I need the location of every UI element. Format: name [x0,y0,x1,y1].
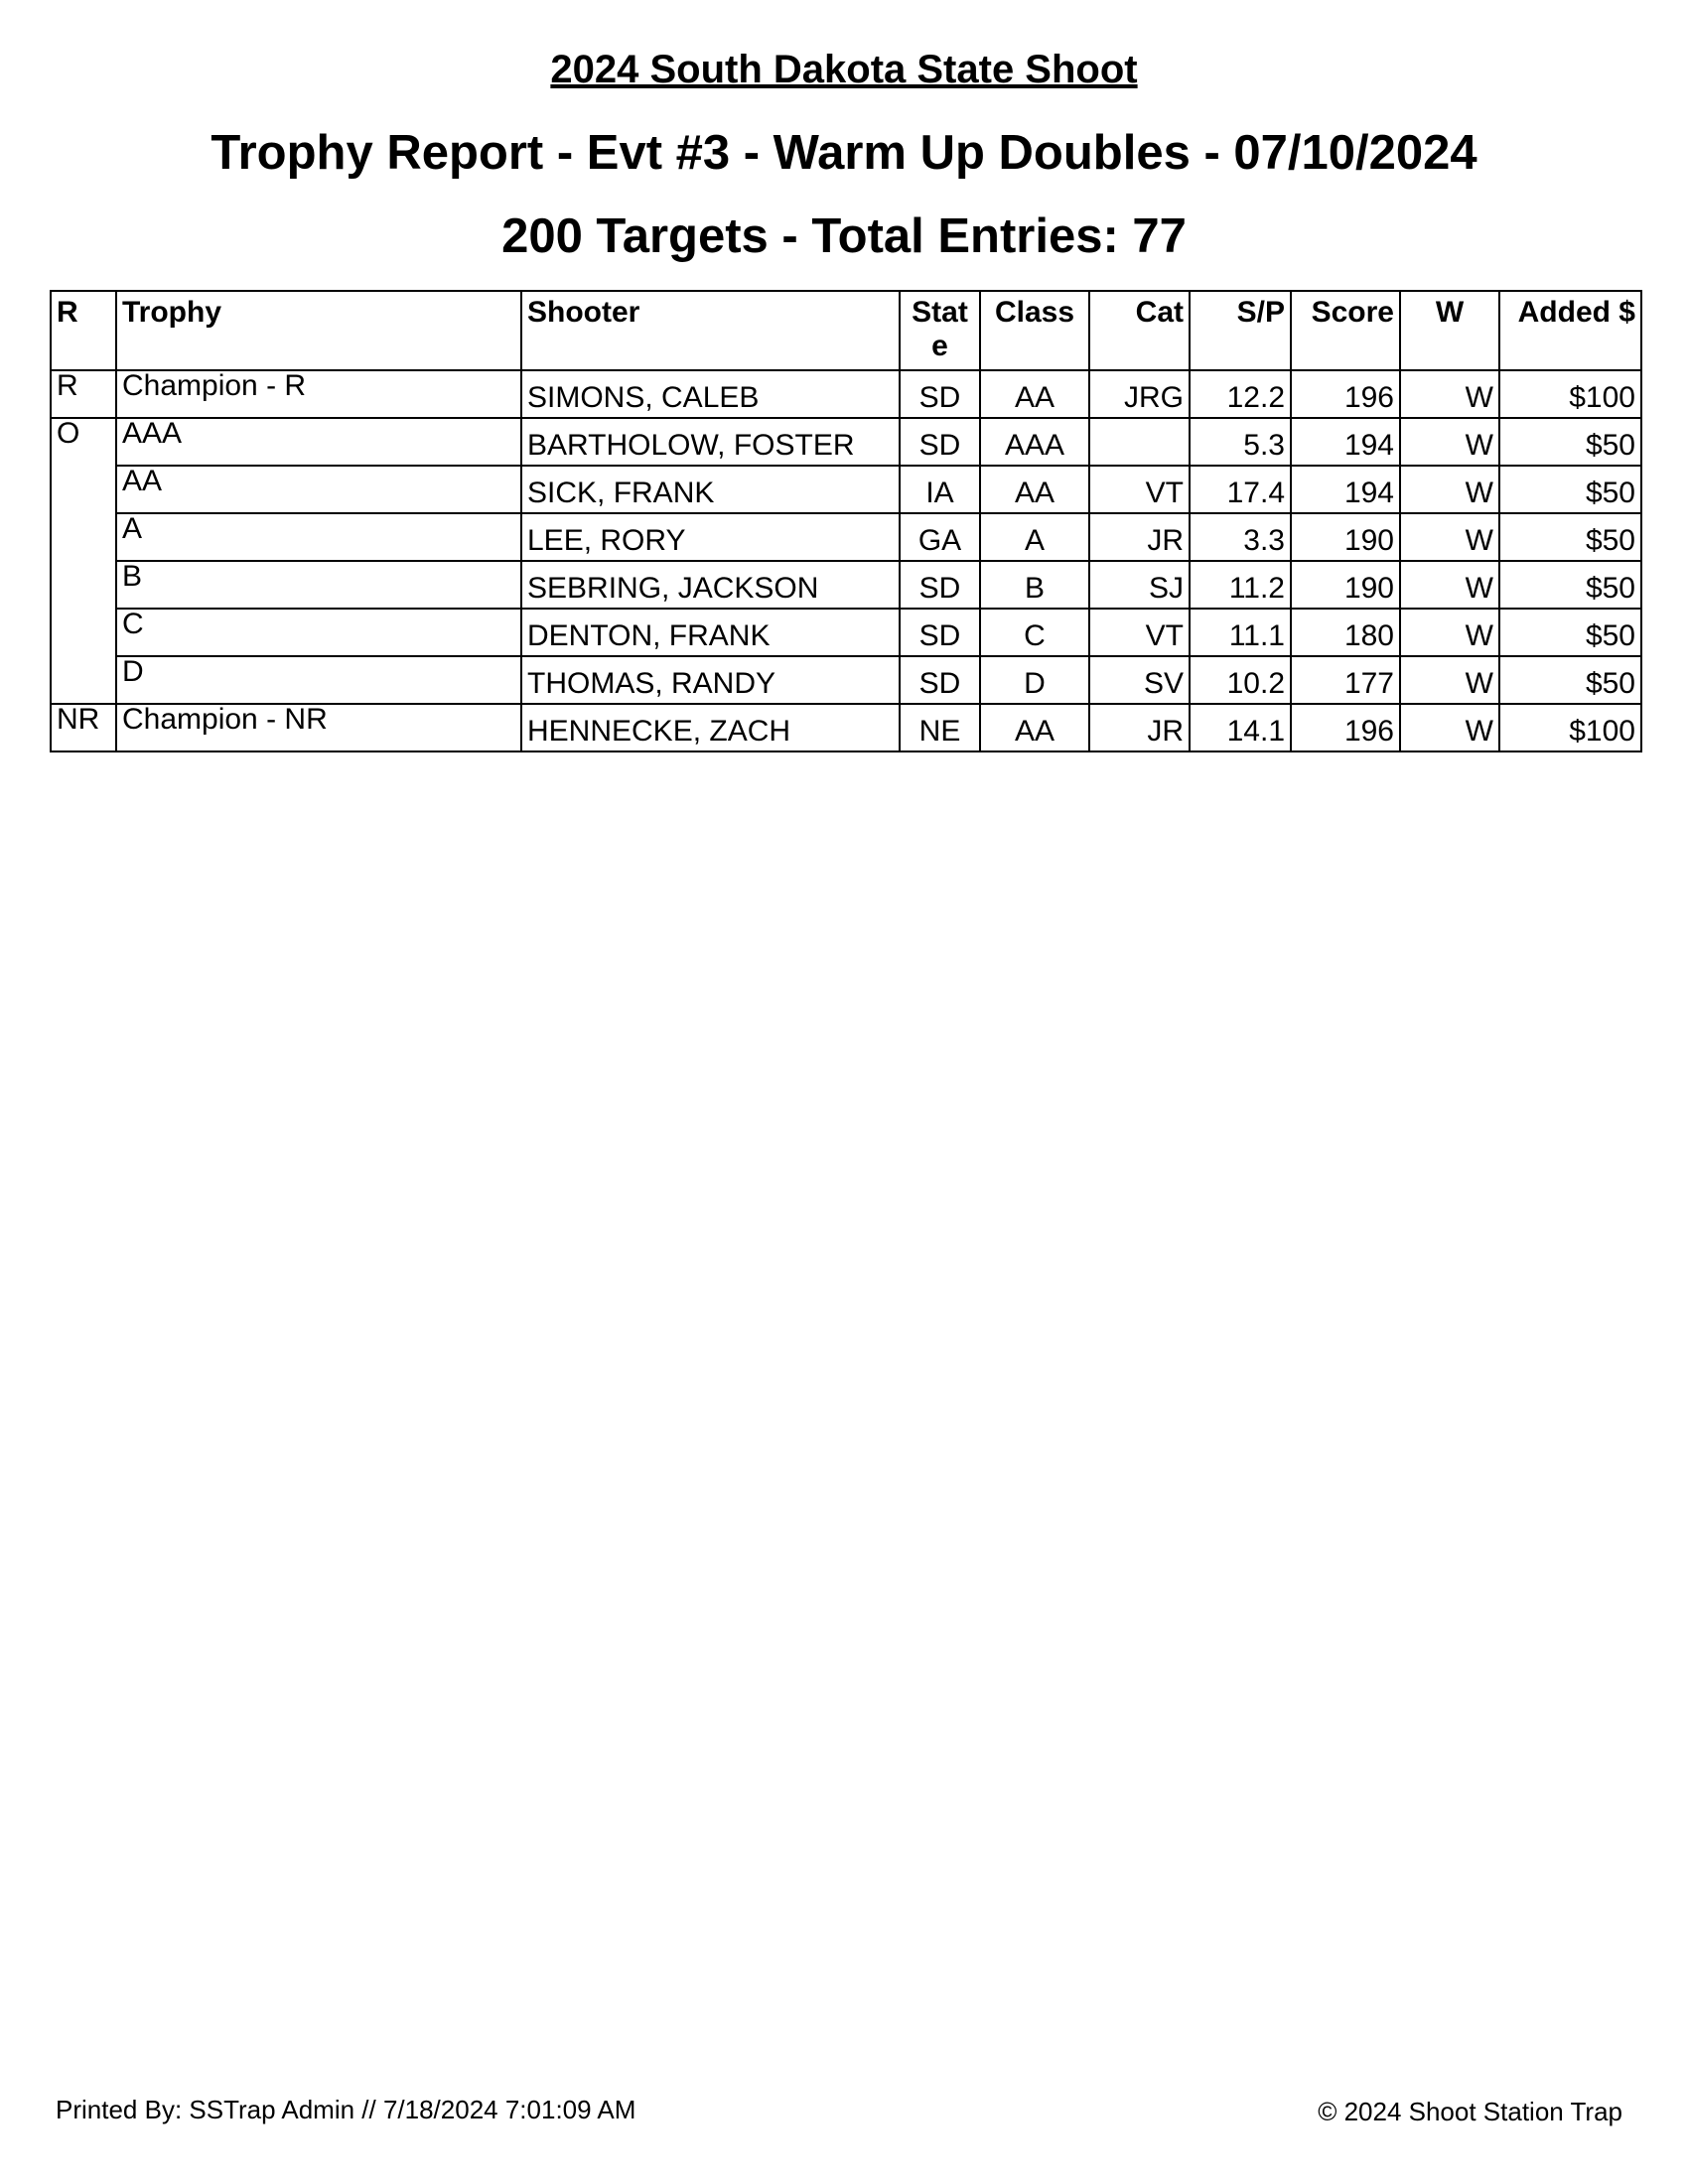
col-header-shooter: Shooter [521,291,900,370]
cell-w: W [1400,561,1499,609]
shoot-title: 2024 South Dakota State Shoot [550,48,1138,91]
col-header-state: State [900,291,980,370]
col-header-sp: S/P [1190,291,1291,370]
table-row [51,609,1641,656]
cell-r: O [51,418,116,466]
cell-score: 194 [1291,418,1400,466]
cell-r [51,561,116,609]
cell-state: SD [900,370,980,418]
cell-score: 180 [1291,609,1400,656]
cell-class: AAA [980,418,1089,466]
table-header-row [51,291,1641,370]
cell-trophy: Champion - NR [116,704,521,751]
cell-added: $50 [1499,466,1641,513]
cell-r [51,656,116,704]
cell-cat: JR [1089,704,1190,751]
cell-r: NR [51,704,116,751]
cell-shooter: DENTON, FRANK [521,609,900,656]
cell-sp: 12.2 [1190,370,1291,418]
targets-line: 200 Targets - Total Entries: 77 [501,209,1187,263]
cell-sp: 11.2 [1190,561,1291,609]
cell-w: W [1400,370,1499,418]
cell-state: SD [900,561,980,609]
copyright: © 2024 Shoot Station Trap [1318,2097,1622,2126]
cell-added: $50 [1499,513,1641,561]
cell-w: W [1400,466,1499,513]
cell-class: AA [980,370,1089,418]
cell-state: GA [900,513,980,561]
col-header-class: Class [980,291,1089,370]
cell-sp: 10.2 [1190,656,1291,704]
cell-shooter: SEBRING, JACKSON [521,561,900,609]
cell-class: AA [980,704,1089,751]
trophy-table [50,290,1642,752]
cell-score: 194 [1291,466,1400,513]
cell-sp: 11.1 [1190,609,1291,656]
cell-class: A [980,513,1089,561]
cell-trophy: AA [116,466,521,513]
cell-w: W [1400,609,1499,656]
col-header-trophy: Trophy [116,291,521,370]
table-row [51,561,1641,609]
col-header-w: W [1400,291,1499,370]
cell-cat: SJ [1089,561,1190,609]
cell-score: 190 [1291,561,1400,609]
cell-cat: JR [1089,513,1190,561]
cell-shooter: THOMAS, RANDY [521,656,900,704]
cell-cat: VT [1089,609,1190,656]
cell-r [51,466,116,513]
printed-by: Printed By: SSTrap Admin // 7/18/2024 7:01:09 AM [56,2095,636,2124]
cell-trophy: D [116,656,521,704]
cell-trophy: AAA [116,418,521,466]
cell-w: W [1400,513,1499,561]
table-row [51,656,1641,704]
cell-state: SD [900,609,980,656]
cell-shooter: LEE, RORY [521,513,900,561]
cell-shooter: SICK, FRANK [521,466,900,513]
col-header-score: Score [1291,291,1400,370]
cell-class: D [980,656,1089,704]
cell-added: $50 [1499,609,1641,656]
cell-w: W [1400,704,1499,751]
cell-trophy: C [116,609,521,656]
cell-shooter: HENNECKE, ZACH [521,704,900,751]
cell-score: 190 [1291,513,1400,561]
cell-state: SD [900,656,980,704]
cell-added: $100 [1499,370,1641,418]
table-row [51,513,1641,561]
cell-cat: VT [1089,466,1190,513]
cell-shooter: SIMONS, CALEB [521,370,900,418]
col-header-r: R [51,291,116,370]
cell-r [51,513,116,561]
cell-cat: JRG [1089,370,1190,418]
col-header-added: Added $ [1499,291,1641,370]
cell-class: AA [980,466,1089,513]
cell-cat: SV [1089,656,1190,704]
cell-score: 196 [1291,370,1400,418]
cell-r [51,609,116,656]
table-row [51,370,1641,418]
cell-added: $50 [1499,561,1641,609]
col-header-cat: Cat [1089,291,1190,370]
cell-shooter: BARTHOLOW, FOSTER [521,418,900,466]
cell-added: $50 [1499,418,1641,466]
cell-sp: 14.1 [1190,704,1291,751]
cell-r: R [51,370,116,418]
cell-trophy: Champion - R [116,370,521,418]
cell-state: SD [900,418,980,466]
cell-state: NE [900,704,980,751]
cell-score: 196 [1291,704,1400,751]
cell-sp: 17.4 [1190,466,1291,513]
cell-w: W [1400,418,1499,466]
cell-trophy: B [116,561,521,609]
table-row [51,418,1641,466]
cell-sp: 5.3 [1190,418,1291,466]
cell-class: C [980,609,1089,656]
cell-cat [1089,418,1190,466]
cell-trophy: A [116,513,521,561]
cell-w: W [1400,656,1499,704]
cell-added: $100 [1499,704,1641,751]
cell-sp: 3.3 [1190,513,1291,561]
cell-state: IA [900,466,980,513]
cell-class: B [980,561,1089,609]
table-row [51,466,1641,513]
table-row [51,704,1641,751]
cell-score: 177 [1291,656,1400,704]
report-title: Trophy Report - Evt #3 - Warm Up Doubles - 07/10/2024 [211,126,1477,180]
cell-added: $50 [1499,656,1641,704]
